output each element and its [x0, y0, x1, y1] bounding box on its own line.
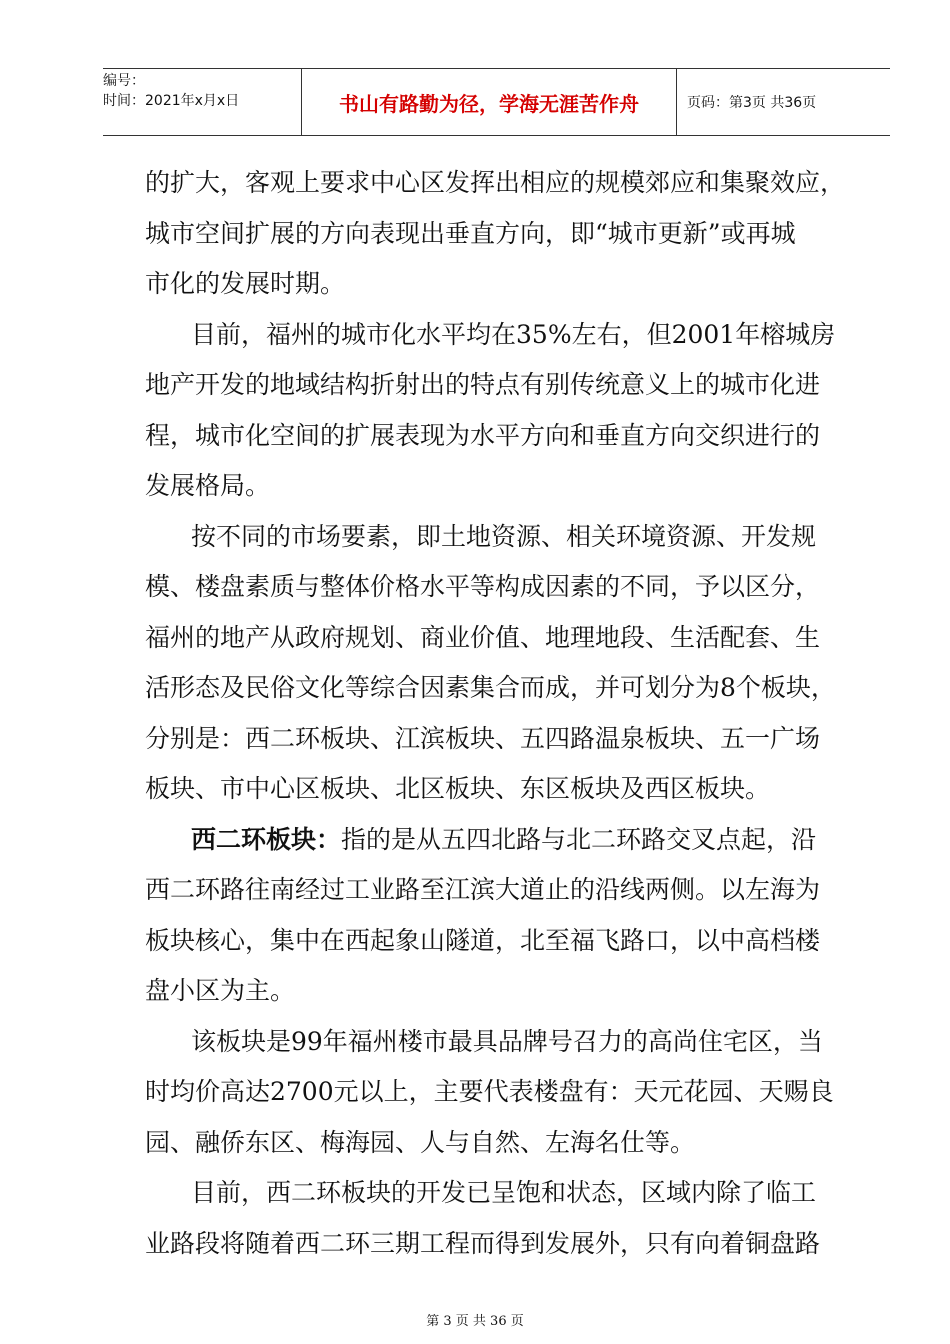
document-number-label: 编号：	[103, 73, 145, 89]
text-line: 地产开发的地域结构折射出的特点有别传统意义上的城市化进	[145, 370, 821, 399]
text-line: 目前，福州的城市化水平均在35%左右，但2001年榕城房	[191, 319, 836, 349]
property-list-segment: 园、融侨东区、梅海园、人与自然、左海名仕	[145, 1127, 646, 1157]
district-list-segment: 西二环板块、江滨板块、五四路温泉板块、五一广场	[245, 723, 821, 753]
header-page-info-cell	[677, 69, 890, 135]
text-line	[145, 1067, 857, 1118]
text-line: 发展格局。	[145, 471, 271, 500]
document-time-label: 时间：2021年x月x日	[103, 93, 240, 109]
text-line: 模、楼盘素质与整体价格水平等构成因素的不同，予以区分，	[145, 572, 821, 601]
text-line: 业路段将随着西二环三期工程而得到发展外，只有向着铜盘路	[145, 1228, 821, 1258]
text-line: 按不同的市场要素，即土地资源、相关环境资源、开发规	[191, 521, 817, 551]
text-line	[145, 714, 857, 765]
header-page-info: 页码：第3页 共36页	[687, 95, 817, 111]
text-line: 活形态及民俗文化等综合因素集合而成，并可划分为8个板块，	[145, 673, 836, 702]
header-motto: 书山有路勤为径，学海无涯苦作舟	[339, 91, 639, 116]
document-body	[145, 158, 857, 1269]
text-line: 的扩大，客观上要求中心区发挥出相应的规模郊应和集聚效应，	[145, 168, 846, 197]
header-motto-cell	[301, 69, 677, 135]
text-line: 板块核心，集中在西起象山隧道，北至福飞路口，以中高档楼	[145, 925, 821, 955]
text-segment: 指的是从五四北路与北二环路交叉点起，沿	[341, 824, 817, 854]
text-line: 程，城市化空间的扩展表现为水平方向和垂直方向交织进行的	[145, 420, 821, 450]
text-line: 盘小区为主。	[145, 976, 296, 1005]
header-meta	[103, 69, 301, 135]
text-segment: 等。	[645, 1127, 696, 1157]
text-line: 该板块是99年福州楼市最具品牌号召力的高尚住宅区，当	[191, 1026, 823, 1056]
section-heading: 西二环板块：	[191, 824, 342, 854]
text-line: 目前，西二环板块的开发已呈饱和状态，区域内除了临工	[191, 1178, 817, 1207]
text-line: 城市空间扩展的方向表现出垂直方向，即“城市更新”或再城	[145, 218, 796, 248]
document-header	[103, 68, 890, 136]
text-line	[145, 815, 857, 866]
page-footer: 第 3 页 共 36 页	[426, 1314, 524, 1329]
text-line: 西二环路往南经过工业路至江滨大道止的沿线两侧。以左海为	[145, 875, 821, 904]
text-line: 板块、市中心区板块、北区板块、东区板块及西区板块。	[145, 774, 771, 803]
property-list-segment: 天元花园、天赐良	[633, 1077, 834, 1106]
text-segment: 时均价高达2700元以上，主要代表楼盘有：	[145, 1077, 634, 1106]
text-line: 福州的地产从政府规划、商业价值、地理地段、生活配套、生	[145, 622, 821, 652]
text-segment: 分别是：	[145, 723, 246, 753]
text-line	[145, 1118, 857, 1169]
text-line: 市化的发展时期。	[145, 269, 346, 298]
